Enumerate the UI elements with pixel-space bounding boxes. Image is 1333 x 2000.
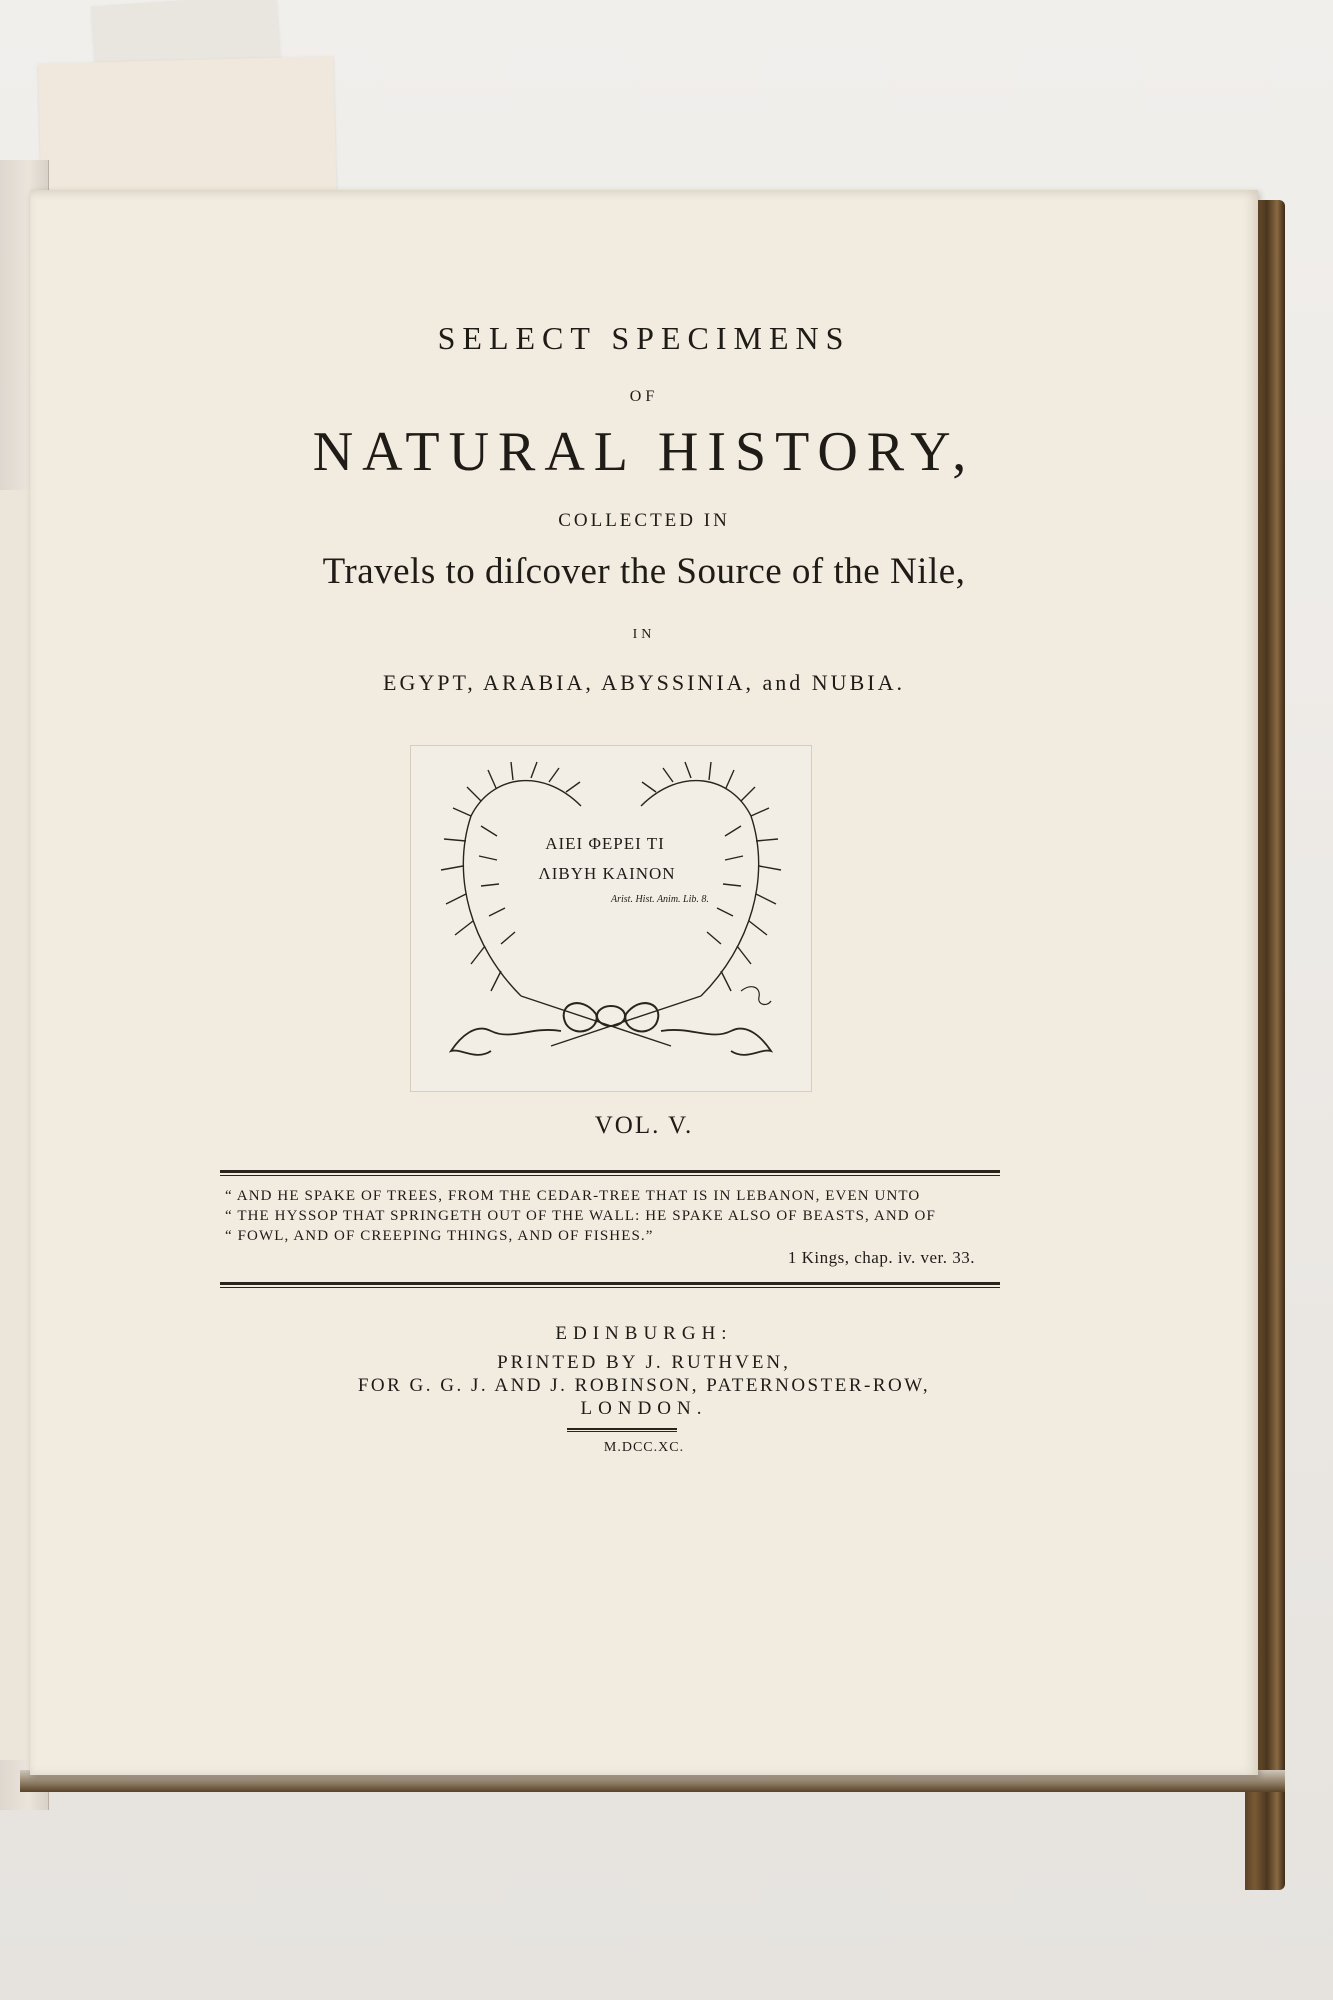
motto-citation: Arist. Hist. Anim. Lib. 8.: [611, 894, 709, 905]
title-line-in: IN: [632, 627, 656, 642]
title-main: NATURAL HISTORY,: [312, 421, 976, 483]
engraved-vignette: [410, 745, 812, 1092]
imprint-date: M.DCC.XC.: [603, 1440, 685, 1455]
palm-wreath-engraving: [411, 746, 811, 1091]
volume-number: VOL. V.: [594, 1112, 694, 1139]
epigraph-bottom-rule: [220, 1282, 1000, 1288]
imprint-city: EDINBURGH:: [555, 1323, 733, 1344]
epigraph-line-3: “ FOWL, AND OF CREEPING THINGS, AND OF FISHES.”: [225, 1228, 654, 1244]
title-line-countries: EGYPT, ARABIA, ABYSSINIA, and NUBIA.: [383, 670, 905, 695]
motto-line-2: ΛΙΒΥΗ ΚΑΙΝΟΝ: [538, 864, 676, 883]
title-line-travels: Travels to diſcover the Source of the Nile,: [322, 551, 966, 592]
epigraph-source: 1 Kings, chap. iv. ver. 33.: [787, 1248, 975, 1267]
imprint-rule: [567, 1428, 677, 1432]
epigraph-top-rule: [220, 1170, 1000, 1176]
epigraph-line-2: “ THE HYSSOP THAT SPRINGETH OUT OF THE WALL: HE SPAKE ALSO OF BEASTS, AND OF: [225, 1208, 936, 1224]
imprint-printer: PRINTED BY J. RUTHVEN,: [497, 1352, 791, 1373]
title-line-collected-in: COLLECTED IN: [558, 510, 730, 531]
motto-line-1: ΑΙΕΙ ΦΕΡΕΙ ΤΙ: [545, 834, 665, 853]
title-line-of: OF: [629, 388, 659, 405]
title-line-select-specimens: SELECT SPECIMENS: [437, 320, 851, 356]
epigraph-line-1: “ AND HE SPAKE OF TREES, FROM THE CEDAR-TREE THAT IS IN LEBANON, EVEN UNTO: [225, 1188, 921, 1204]
imprint-publisher: FOR G. G. J. AND J. ROBINSON, PATERNOSTER-ROW,: [357, 1375, 931, 1396]
title-page: [30, 190, 1258, 1775]
imprint-place: LONDON.: [580, 1398, 708, 1419]
